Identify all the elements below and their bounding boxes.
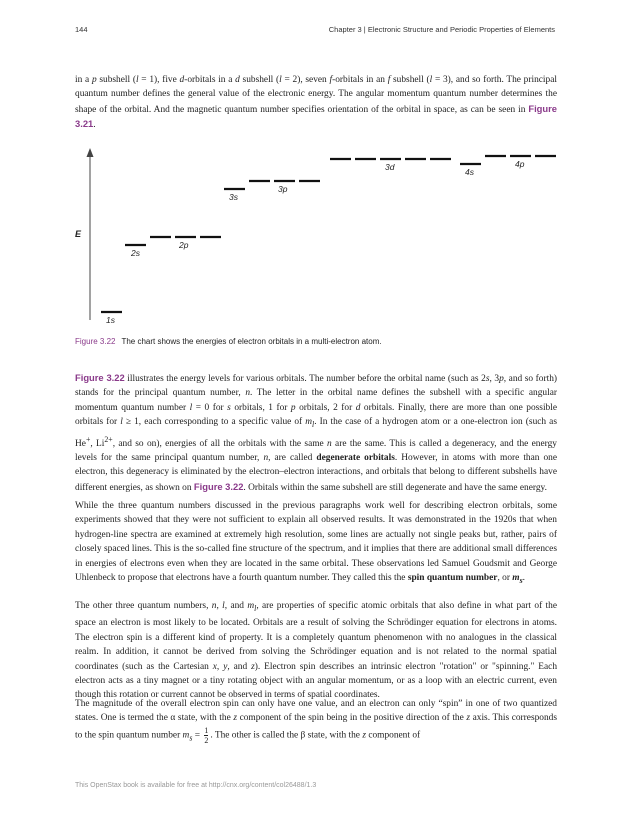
energy-axis-label: E xyxy=(75,229,82,239)
orbital-energy-diagram xyxy=(60,140,570,330)
figure-caption-text: The chart shows the energies of electron orbitals in a multi-electron atom. xyxy=(121,337,382,346)
term-spin-quantum-number: spin quantum number xyxy=(407,573,498,584)
figure-3-22-link-2[interactable]: Figure 3.22 xyxy=(193,480,244,492)
figure-3-21-link[interactable]: Figure 3.21 xyxy=(75,102,557,130)
paragraph-degeneracy: Figure 3.22 illustrates the energy levels for various orbitals. The number before the orbital name (such as 2s, 3p, and so forth) stands for the principal quantum number, n. The letter in the orbital name defines the subshell with a specific angular momentum quantum number l = 0 for s orbitals, 1 for p orbitals, 2 for d orbitals. Finally, there are more than one possible orbitals for l ≥ 1, each corresponding to a specific value of $m_l$. In the case of a hydrogen atom or a one-electron ion (such as He+, $Li^{2+}$, and so on), energies of all the orbitals with the same n are the same. This is called a degeneracy, and the energy levels for the same principal quantum number, n, are called degenerate orbitals. However, in atoms with more than one electron, this degeneracy is eliminated by the electron–electron interactions, and orbitals that belong to different subshells have different energies, as shown on Figure 3.22. Orbitals within the same subshell are still degenerate and have the same energy. xyxy=(75,372,558,493)
paragraph-fine-structure: While the three quantum numbers discussed in the previous paragraphs work well for describing electron orbitals, some experiments showed that they were not sufficient to explain all observed results. It was demonstrated in the 1920s that when hydrogen-line spectra are examined at extremely high resolution, some lines are actually not single peaks but, rather, pairs of closely spaced lines. This is the so-called fine structure of the spectrum, and it implies that there are additional small differences in energies of electrons even when they are located in the same orbital. These observations led Samuel Goudsmit and George Uhlenbeck to propose that electrons have a fourth quantum number. They called this the spin quantum number, or $m_s$. xyxy=(75,501,557,585)
paragraph-electron-spin: The other three quantum numbers, n, l, and $m_l$, are properties of specific atomic orbitals that also define in what part of the space an electron is most likely to be located. Orbitals are a result of solving the Schrödinger equation for electrons in atoms. The electron spin is a different kind of property. It is a completely quantum phenomenon with no analogues in the classical realm. In addition, it cannot be derived from solving the Schrödinger equation and is not related to the normal spatial coordinates (such as the Cartesian x, y, and z). Electron spin describes an intrinsic electron "rotation" or "spinning." Each electron acts as a tiny magnet or a tiny rotating object with an angular momentum, or as a loop with an electric current, even though this rotation or current cannot be observed in terms of spatial coordinates. xyxy=(75,601,558,701)
label-1s: 1s xyxy=(106,315,115,325)
label-3s: 3s xyxy=(229,192,238,202)
fraction-one-half: $\frac{1}{2}$ xyxy=(204,725,209,745)
running-title: Chapter 3 | Electronic Structure and Periodic Properties of Elements xyxy=(328,25,555,34)
figure-3-22-link[interactable]: Figure 3.22 xyxy=(75,372,125,383)
footer-note: This OpenStax book is available for free at http://cnx.org/content/col26488/1.3 xyxy=(75,782,317,789)
energy-axis-arrowhead xyxy=(87,148,94,157)
label-4p: 4p xyxy=(515,159,525,169)
term-degenerate-orbitals: degenerate orbitals xyxy=(316,453,395,464)
figure-caption xyxy=(75,337,382,346)
page-number: 144 xyxy=(75,25,88,34)
label-3d: 3d xyxy=(385,162,395,172)
label-3p: 3p xyxy=(278,184,288,194)
paragraph-spin-states: The magnitude of the overall electron spin can only have one value, and an electron can only “spin” in one of two quantized states. One is termed the α state, with the z component of the spin being in the positive direction of the z axis. This corresponds to the spin quantum number $m_s$ = $\frac{1}{2}$ . The other is called the β state, with the z component of xyxy=(75,699,558,745)
figure-caption-label: Figure 3.22 xyxy=(75,337,116,346)
label-2s: 2s xyxy=(131,248,140,258)
label-4s: 4s xyxy=(465,167,474,177)
label-2p: 2p xyxy=(179,240,189,250)
intro-paragraph: in a p subshell (l = 1), five d-orbitals in a d subshell (l = 2), seven f-orbitals in an f subshell (l = 3), and so forth. The principal quantum number defines the general value of the electronic energy. The angular momentum quantum number determines the shape of the orbital. And the magnetic quantum number specifies orientation of the orbital in space, as can be seen in Figure 3.21. xyxy=(75,75,557,131)
